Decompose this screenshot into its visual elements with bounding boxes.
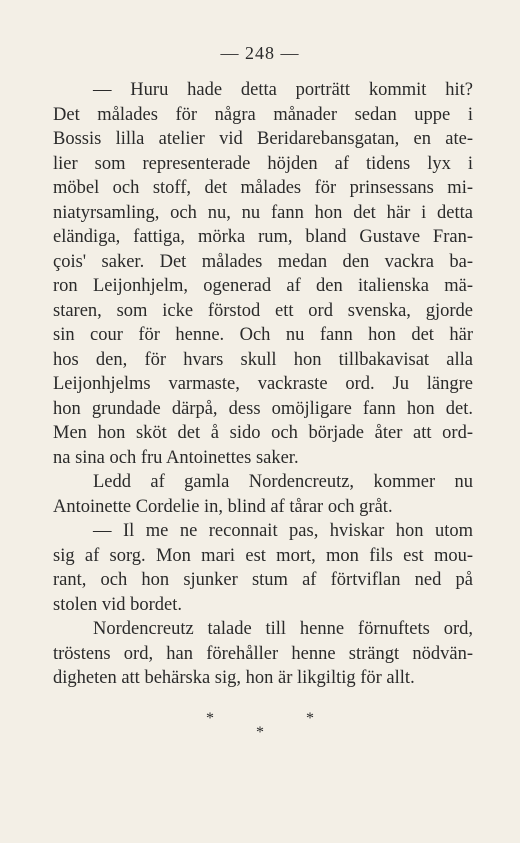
text-line: lier som representerade höjden af tidens lyx i (53, 153, 473, 174)
asterisk-ornament: * (206, 710, 214, 727)
text-line: Leijonhjelms varmaste, vackraste ord. Ju längre (53, 374, 473, 394)
page-number: — 248 — (220, 43, 300, 63)
text-line: ron Leijonhjelm, ogenerad af den italienska mä- (53, 276, 473, 296)
text-line: — Huru hade detta porträtt kommit hit? (93, 80, 473, 100)
text-line: Bossis lilla atelier vid Beridarebansgatan, en ate- (53, 129, 473, 149)
text-line: Nordencreutz talade till henne förnuftets ord, (93, 619, 473, 639)
text-line: na sina och fru Antoinettes saker. (53, 447, 299, 468)
asterisk-ornament: * (256, 724, 264, 741)
text-line: möbel och stoff, det målades för prinsessans mi- (53, 178, 473, 198)
text-line: digheten att behärska sig, hon är likgiltig för allt. (53, 668, 415, 688)
text-line: rant, och hon sjunker stum af förtviflan ned på (53, 570, 473, 590)
text-line: niatyrsamling, och nu, nu fann hon det här i detta (53, 202, 473, 223)
asterisk-ornament: * (306, 710, 314, 727)
text-line: staren, som icke förstod ett ord svenska, gjorde (53, 300, 473, 321)
text-line: Antoinette Cordelie in, blind af tårar och gråt. (53, 496, 393, 517)
text-line: çois' saker. Det målades medan den vackra ba- (53, 251, 473, 272)
body-text (53, 78, 473, 691)
text-line: tröstens ord, han förehåller henne strängt nödvän- (53, 643, 473, 664)
text-line: Men hon sköt det å sido och började åter att ord- (53, 423, 473, 443)
text-line: hon grundade därpå, dess omöjligare fann hon det. (53, 398, 473, 419)
text-line: Ledd af gamla Nordencreutz, kommer nu (93, 472, 473, 492)
section-break (0, 710, 520, 750)
text-line: — Il me ne reconnait pas, hviskar hon utom (93, 521, 473, 541)
text-line: sin cour för henne. Och nu fann hon det här (53, 325, 473, 345)
text-line: hos den, för hvars skull hon tillbakavisat alla (53, 349, 473, 370)
text-line: sig af sorg. Mon mari est mort, mon fils est mou- (53, 545, 473, 566)
text-line: eländiga, fattiga, mörka rum, bland Gustave Fran- (53, 227, 473, 247)
text-line: Det målades för några månader sedan uppe i (53, 104, 473, 125)
text-line: stolen vid bordet. (53, 594, 182, 615)
